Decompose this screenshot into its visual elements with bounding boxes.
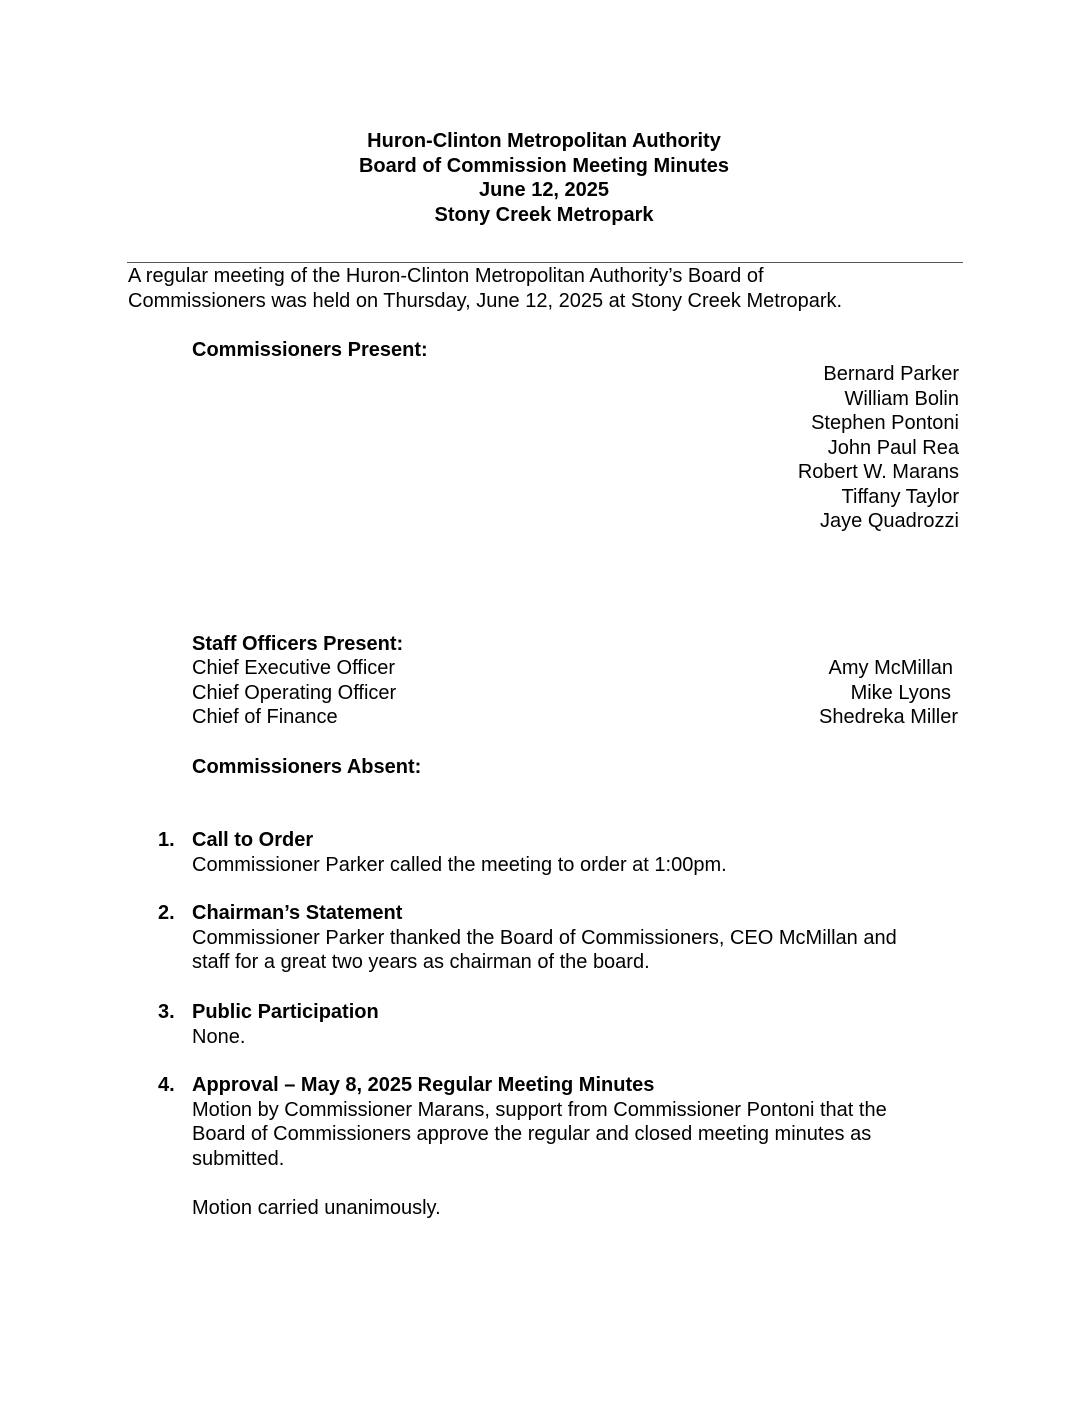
item-body-line: None. xyxy=(192,1025,246,1048)
staff-row xyxy=(192,656,953,681)
item-number: 2. xyxy=(158,902,175,924)
item-body-line xyxy=(192,1171,952,1196)
commissioner-name: Jaye Quadrozzi xyxy=(820,510,959,532)
commissioner-name: Robert W. Marans xyxy=(797,461,959,483)
item-body-line: submitted. xyxy=(192,1147,285,1170)
item-body-line: Commissioner Parker thanked the Board of Commissioners, CEO McMillan and xyxy=(192,926,897,949)
item-body xyxy=(192,853,952,878)
document-header xyxy=(0,129,1088,227)
item-title: Call to Order xyxy=(192,829,314,851)
header-divider xyxy=(127,262,963,263)
commissioner-name: Tiffany Taylor xyxy=(841,485,959,508)
item-body-line: Board of Commissioners approve the regular and closed meeting minutes as xyxy=(192,1123,872,1145)
intro-line: A regular meeting of the Huron-Clinton Metropolitan Authority’s Board of xyxy=(128,265,764,287)
item-title: Approval – May 8, 2025 Regular Meeting Minutes xyxy=(192,1074,655,1096)
item-number: 4. xyxy=(158,1074,175,1096)
intro-paragraph xyxy=(128,264,968,313)
staff-name: Mike Lyons xyxy=(850,682,951,704)
item-body-line: Motion by Commissioner Marans, support from Commissioner Pontoni that the xyxy=(192,1098,887,1121)
item-body-line: Commissioner Parker called the meeting to order at 1:00pm. xyxy=(192,853,727,876)
intro-line: Commissioners was held on Thursday, June 12, 2025 at Stony Creek Metropark. xyxy=(128,289,843,312)
item-body-line: Motion carried unanimously. xyxy=(192,1196,441,1219)
item-title: Public Participation xyxy=(192,1001,379,1023)
commissioner-name: William Bolin xyxy=(844,387,959,410)
item-number: 3. xyxy=(158,1001,175,1023)
commissioner-name: Bernard Parker xyxy=(823,363,959,385)
commissioners-present-heading: Commissioners Present: xyxy=(192,339,428,361)
header-document-title: Board of Commission Meeting Minutes xyxy=(358,154,730,177)
staff-row xyxy=(192,705,958,730)
commissioners-present-list xyxy=(798,362,959,534)
staff-title: Chief Operating Officer xyxy=(192,682,397,704)
staff-row xyxy=(192,681,951,706)
commissioner-name: John Paul Rea xyxy=(827,436,959,459)
header-location: Stony Creek Metropark xyxy=(434,203,654,226)
commissioner-name: Stephen Pontoni xyxy=(811,412,959,434)
staff-title: Chief of Finance xyxy=(192,706,338,728)
header-date: June 12, 2025 xyxy=(478,179,610,201)
item-body-line: staff for a great two years as chairman of the board. xyxy=(192,951,650,973)
staff-name: Amy McMillan xyxy=(828,657,953,679)
item-body xyxy=(192,1025,952,1050)
commissioners-absent-heading: Commissioners Absent: xyxy=(192,756,422,778)
item-number: 1. xyxy=(158,829,175,851)
item-body xyxy=(192,1098,952,1221)
staff-officers-heading: Staff Officers Present: xyxy=(192,633,404,655)
item-title: Chairman’s Statement xyxy=(192,902,403,924)
item-body xyxy=(192,926,952,975)
header-organization: Huron-Clinton Metropolitan Authority xyxy=(367,130,721,152)
staff-name: Shedreka Miller xyxy=(819,706,958,728)
staff-title: Chief Executive Officer xyxy=(192,657,396,679)
